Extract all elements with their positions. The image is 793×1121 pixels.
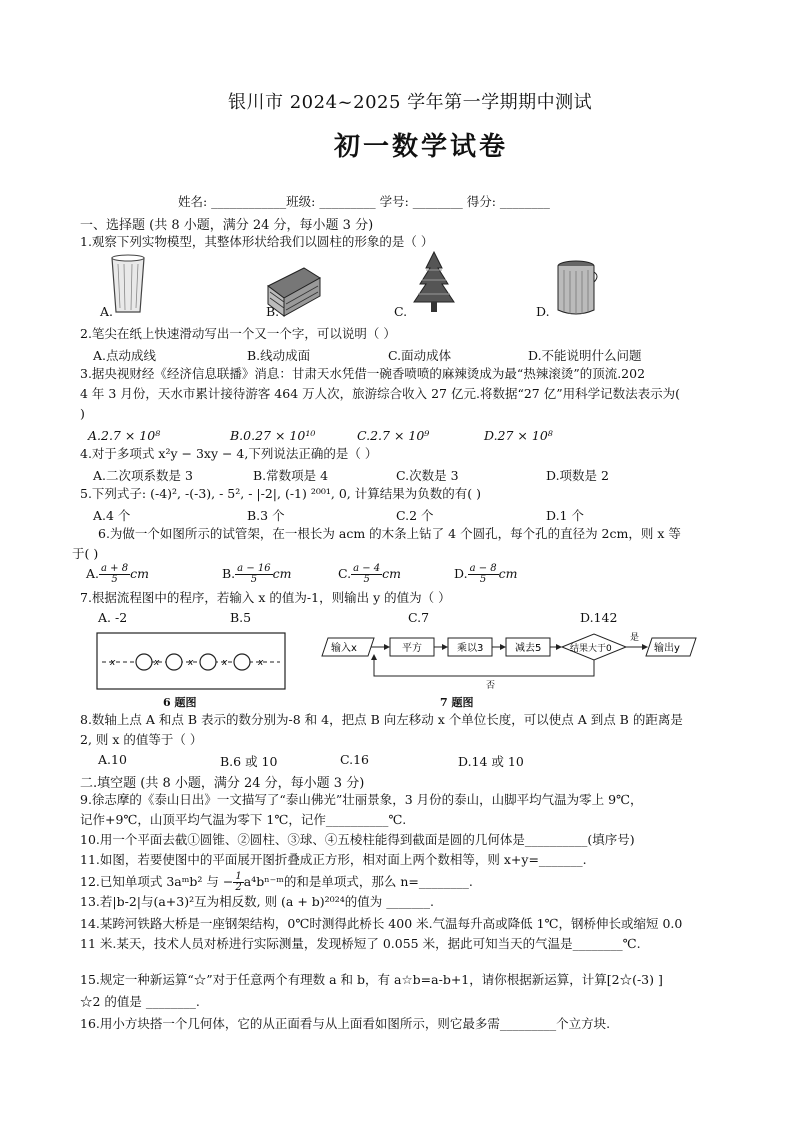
q14-line1: 14.某跨河铁路大桥是一座钢架结构，0℃时测得此桥长 400 米.气温每升高或降低 1℃，钢桥伸长或缩短 0.0 (80, 916, 683, 931)
fraction-denominator: 5 (363, 574, 370, 585)
flow-no-label: 否 (486, 681, 496, 690)
q6-option-a-letter: A. (86, 566, 100, 581)
flow-yes-label: 是 (630, 633, 640, 643)
q5-option-a: A.4 个 (93, 508, 131, 523)
section-heading-fill: 二.填空题 (共 8 小题，满分 24 分，每小题 3 分) (80, 776, 365, 791)
q15-line1: 15.规定一种新运算“☆”对于任意两个有理数 a 和 b，有 a☆b=a-b+1，请你根据新运算，计算[2☆(-3) ] (80, 972, 663, 987)
q6-option-b (222, 564, 291, 585)
q6-option-c (338, 564, 401, 585)
q9-line2: 记作+9℃，山顶平均气温为零下 1℃，记作__________℃. (80, 812, 407, 827)
q3-option-a: A.2.7 × 10⁸ (88, 428, 161, 443)
q2-option-b: B.线动成面 (247, 348, 311, 363)
q12-fraction (233, 872, 243, 893)
q2-option-d: D.不能说明什么问题 (528, 348, 642, 363)
q5-option-d: D.1 个 (546, 508, 584, 523)
fig6-x-label-5: x (258, 658, 264, 668)
fraction-numerator: a − 16 (237, 563, 271, 574)
figure-7-flowchart (318, 630, 710, 690)
q8-option-d: D.14 或 10 (458, 754, 524, 769)
q6-option-a (86, 564, 149, 585)
fig6-x-label-4: x (222, 658, 228, 668)
q6-option-c-fraction (351, 564, 382, 585)
paper-title: 初一数学试卷 (334, 132, 509, 162)
q8-stem-line1: 8.数轴上点 A 和点 B 表示的数分别为-8 和 4，把点 B 向左移动 x 个单位长度，可以使点 A 到点 B 的距离是 (80, 712, 683, 727)
q6-option-d-fraction (468, 564, 499, 585)
fig6-hole (166, 654, 182, 670)
q4-option-d: D.项数是 2 (546, 468, 609, 483)
flow-input-label: 输入x (331, 643, 357, 654)
q12 (80, 872, 473, 893)
figure-6-rack (96, 632, 286, 690)
unit: cm (382, 566, 402, 581)
q4-option-c: C.次数是 3 (396, 468, 459, 483)
figure-7-caption: 7 题图 (440, 696, 474, 709)
q7-option-c: C.7 (408, 610, 430, 625)
q7-option-b: B.5 (230, 610, 252, 625)
exam-title: 银川市 2024~2025 学年第一学期期中测试 (228, 92, 593, 113)
q1-label-b: B. (266, 304, 280, 319)
q11: 11.如图，若要使图中的平面展开图折叠成正方形，相对面上两个数相等，则 x+y=_______. (80, 852, 587, 867)
fig6-hole (234, 654, 250, 670)
q10: 10.用一个平面去截①圆锥、②圆柱、③球、④五棱柱能得到截面是圆的几何体是__________(填序号) (80, 832, 635, 847)
q14-line2: 11 米.某天，技术人员对桥进行实际测量，发现桥短了 0.055 米，据此可知当天的气温是________℃. (80, 936, 641, 951)
fraction-numerator: a − 8 (469, 563, 497, 574)
unit: cm (498, 566, 518, 581)
flow-output-label: 输出y (654, 643, 680, 654)
fraction-numerator: a + 8 (101, 563, 129, 574)
q6-option-c-letter: C. (338, 566, 352, 581)
fig6-hole (200, 654, 216, 670)
fig6-x-label-1: x (110, 658, 116, 668)
fraction-denominator: 5 (479, 574, 487, 585)
unit: cm (130, 566, 149, 581)
q1-stem: 1.观察下列实物模型，其整体形状给我们以圆柱的形象的是（ ） (80, 234, 434, 249)
q2-option-c: C.面动成体 (388, 348, 452, 363)
q6-stem-line2: 于( ) (72, 546, 99, 561)
fig6-hole (136, 654, 152, 670)
q3-stem-line3: ) (80, 406, 85, 421)
q3-option-c: C.2.7 × 10⁹ (357, 428, 430, 443)
q5-option-b: B.3 个 (247, 508, 285, 523)
q12-pre: 12.已知单项式 3aᵐb² 与 − (80, 874, 234, 889)
q6-option-a-fraction (99, 564, 130, 585)
q6-option-b-fraction (235, 564, 272, 585)
q9-line1: 9.徐志摩的《泰山日出》一文描写了“泰山佛光”壮丽景象，3 月份的泰山，山脚平均气温为零上 9℃， (80, 792, 643, 807)
fig6-x-label-3: x (188, 658, 194, 668)
flow-square-label: 平方 (402, 643, 422, 654)
q6-option-b-letter: B. (222, 566, 236, 581)
fraction-numerator: 1 (235, 871, 242, 882)
pine-tree-icon (404, 250, 464, 320)
q8-stem-line2: 2, 则 x 的值等于（ ） (80, 732, 203, 747)
figure-6-caption: 6 题图 (163, 696, 197, 709)
q3-option-b: B.0.27 × 10¹⁰ (230, 428, 316, 443)
q5-stem: 5.下列式子: (-4)², -(-3), - 5², - |-2|, (-1) ²⁰⁰¹, 0, 计算结果为负数的有( ) (80, 486, 481, 501)
flow-subtract-label: 减去5 (515, 643, 542, 654)
q3-stem-line2: 4 年 3 月份，天水市累计接待游客 464 万人次，旅游综合收入 27 亿元.将数据“27 亿”用科学记数法表示为( (80, 386, 680, 401)
section-heading-choice: 一、选择题 (共 8 小题，满分 24 分，每小题 3 分) (80, 218, 374, 233)
fraction-denominator: 5 (111, 574, 118, 585)
unit: cm (272, 566, 292, 581)
q1-label-a: A. (100, 304, 114, 319)
flow-decision-label: 结果大于0 (570, 644, 612, 654)
student-info-line: 姓名: ____________班级: _________ 学号: ________ 得分: ________ (178, 194, 550, 209)
q15-line2: ☆2 的值是 ________. (80, 994, 200, 1009)
q2-stem: 2.笔尖在纸上快速滑动写出一个又一个字，可以说明（ ） (80, 326, 396, 341)
q4-option-b: B.常数项是 4 (253, 468, 329, 483)
fraction-numerator: a − 4 (353, 563, 381, 574)
q1-label-d: D. (536, 304, 550, 319)
q1-label-c: C. (394, 304, 408, 319)
q6-option-d-letter: D. (454, 566, 468, 581)
q13: 13.若|b-2|与(a+3)²互为相反数, 则 (a + b)²⁰²⁴的值为 _______. (80, 894, 434, 909)
q16: 16.用小方块搭一个几何体，它的从正面看与从上面看如图所示，则它最多需_________个立方块. (80, 1016, 611, 1031)
fig6-x-label-2: x (154, 658, 160, 668)
q3-option-d: D.27 × 10⁸ (484, 428, 553, 443)
q12-post: a⁴bⁿ⁻ᵐ的和是单项式，那么 n=________. (243, 874, 473, 889)
trash-bin-icon (552, 258, 602, 320)
q7-option-d: D.142 (580, 610, 618, 625)
fraction-denominator: 5 (250, 574, 258, 585)
q6-option-d (454, 564, 517, 585)
q4-option-a: A.二次项系数是 3 (93, 468, 193, 483)
q8-option-b: B.6 或 10 (220, 754, 278, 769)
q4-stem: 4.对于多项式 x²y − 3xy − 4,下列说法正确的是（ ） (80, 446, 378, 461)
q7-option-a: A. -2 (98, 610, 128, 625)
q3-stem-line1: 3.据央视财经《经济信息联播》消息：甘肃天水凭借一碗香喷喷的麻辣烫成为最“热辣滚烫”的顶流.202 (80, 366, 646, 381)
q2-option-a: A.点动成线 (93, 348, 157, 363)
q8-option-a: A.10 (98, 752, 127, 767)
q6-stem-line1: 6.为做一个如图所示的试管架，在一根长为 acm 的木条上钻了 4 个圆孔，每个孔的直径为 2cm，则 x 等 (98, 526, 681, 541)
q8-option-c: C.16 (340, 752, 369, 767)
flow-multiply-label: 乘以3 (457, 643, 484, 654)
fraction-denominator: 2 (235, 882, 242, 893)
q5-option-c: C.2 个 (396, 508, 434, 523)
q7-stem: 7.根据流程图中的程序，若输入 x 的值为-1，则输出 y 的值为（ ） (80, 590, 451, 605)
